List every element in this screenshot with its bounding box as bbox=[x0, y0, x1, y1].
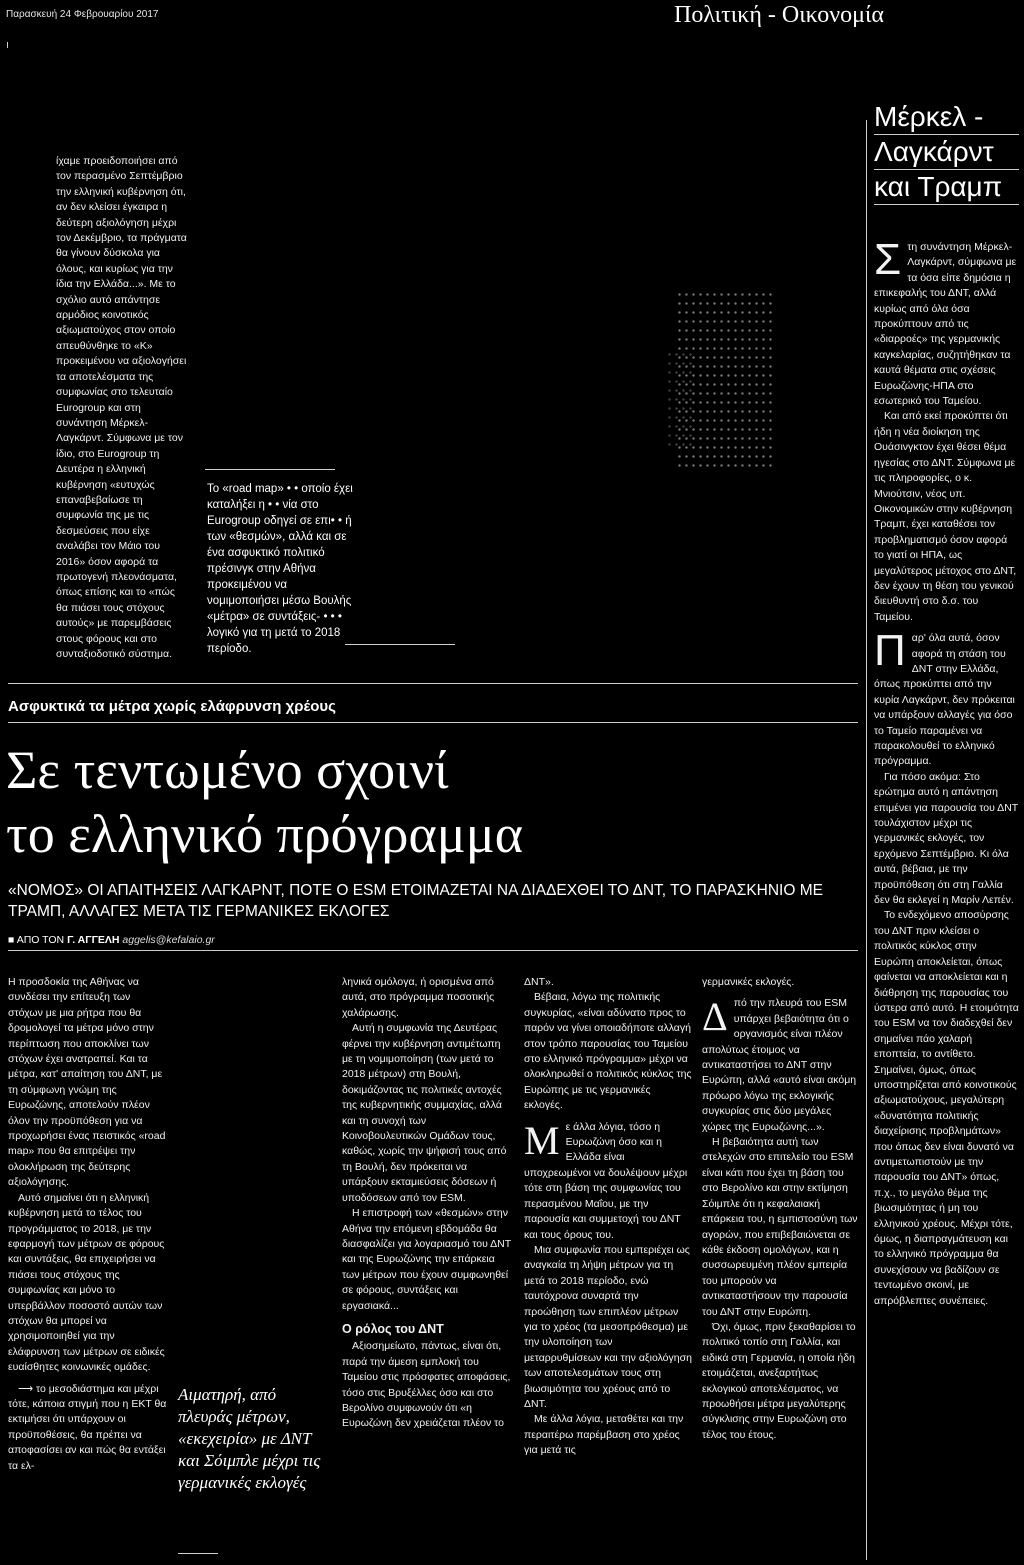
pull-quote: Αιματηρή, από πλευράς μέτρων, «εκεχειρία» με ΔΝΤ και Σόιμπλε μέχρι τις γερμανικές εκλογές bbox=[178, 1385, 321, 1492]
kicker-rule-top bbox=[8, 683, 858, 684]
sidebar-divider bbox=[866, 120, 867, 1560]
body-col4-para-3: Η βεβαιότητα αυτή των στελεχών στο επιτελείο του ESM είναι κάτι που έχει τη βάση του στο Βερολίνο και στην εκτίμηση Σόιμπλε ότι η κεφαλαιακή επάρκεια του, η εμπιστοσύνη των αγορών, που επιβεβαιώνεται σε κάθε έκδοση ομολόγων, και η συσσωρευμένη πλέον εμπειρία του μπορούν να αντικαταστήσουν την παρουσία του ΔΝΤ στην Ευρώπη. bbox=[702, 1136, 858, 1318]
byline bbox=[8, 934, 858, 951]
headline-line-1: Σε τεντωμένο σχοινί bbox=[6, 740, 449, 800]
sidebar-text bbox=[874, 240, 1019, 1560]
photo-caption: Το «road map» • • οποίο έχει καταλήξει η • • νία στο Eurogroup οδηγεί σε επι• • ή των «θεσμών», αλλά και σε ένα ασφυκτικό πολιτικό πρέσινγκ στην Αθήνα προκειμένου να νομιμοποιήσει μέσω Βουλής «μέτρα» σε συντάξεις- • • • λογικό για τη μετά το 2018 περίοδο. bbox=[207, 483, 353, 655]
body-col4-para-1: γερμανικές εκλογές. bbox=[702, 976, 795, 988]
sidebar-title-line-2: Λαγκάρντ bbox=[874, 135, 1019, 170]
sidebar-dropcap-1: Σ bbox=[874, 240, 902, 284]
header-tick bbox=[7, 42, 8, 48]
body-col3-para-3: Με άλλα λόγια, τόσο η Ευρωζώνη όσο και η Ελλάδα είναι υποχρεωμένοι να δουλέψουν μέχρι τότε στη βάση της συμφωνίας του περασμένου Μαΐου, με την παρουσία και συμμετοχή του ΔΝΤ και τους όρους του. bbox=[524, 1117, 688, 1241]
body-col4-para-2: Δπό την πλευρά του ESM υπάρχει βεβαιότητα ότι ο οργανισμός είναι πλέον απολύτως έτοιμος να αντικαταστήσει το ΔΝΤ στην Ευρώπη, αλλά «αυτό είναι ακόμη πρόωρο λόγω της εκλογικής συγκυρίας στις δύο μεγάλες χώρες της Ευρωζώνης...». bbox=[702, 994, 857, 1133]
byline-author: Γ. ΑΓΓΕΛΗ bbox=[67, 934, 120, 946]
sidebar-dropcap-2: Π bbox=[874, 626, 906, 676]
body-col4-para-4: Όχι, όμως, πριν ξεκαθαρίσει το πολιτικό τοπίο στη Γαλλία, και ειδικά στη Γερμανία, η οποία ήδη ετοιμάζεται, ανεξαρτήτως εκλογικού αποτελέσματος, να προωθήσει μέτρα μεγαλύτερης σύγκλισης στην Ευρωζώνη στο τέλος του έτους. bbox=[702, 1320, 856, 1441]
headline-line-2: το ελληνικό πρόγραμμα bbox=[6, 804, 523, 864]
body-dropcap-d: Δ bbox=[702, 994, 728, 1040]
headline bbox=[6, 738, 861, 866]
arrow-icon: ⟶ bbox=[18, 1382, 36, 1395]
body-col2-para-2: Αυτή η συμφωνία της Δευτέρας φέρνει την κυβέρνηση αντιμέτωπη με τη νομιμοποίηση (των μετά το 2018 μέτρων) στη Βουλή, δοκιμάζοντας τις πολιτικές αντοχές της κυβερνητικής συμμαχίας, αλλά και τη συνοχή των Κοινοβουλευτικών Ομάδων τους, καθώς, χωρίς την ψήφισή τους από τη Βουλή, δεν πρόκειται να υπάρξουν εκταμιεύσεις δόσεων ή υποδόσεων από τον ESM. bbox=[342, 1022, 507, 1204]
pull-quote-rule bbox=[178, 1553, 218, 1554]
body-col3-para-2: Βέβαια, λόγω της πολιτικής συγκυρίας, «είναι αδύνατο προς το παρόν να γίνει οποιαδήποτε αλλαγή στον τρόπο παρουσίας του Ταμείου στο ελληνικό πρόγραμμα» μέχρι να ολοκληρωθεί ο πολιτικός κύκλος της Ευρώπης με τις γερμανικές εκλογές. bbox=[524, 991, 692, 1112]
sidebar-para-4: Για πόσο ακόμα: Στο ερώτημα αυτό η απάντηση επιμένει για παρουσία του ΔΝΤ τουλάχιστον μέχρι τις γερμανικές εκλογές, τον ερχόμενο Σεπτέμβριο. Κι όλα αυτά, βέβαια, με την προϋπόθεση ότι στη Γαλλία δεν θα εκλεγεί η Μαρίν Λεπέν. bbox=[874, 770, 1019, 907]
byline-prefix: ΑΠΟ ΤΟΝ bbox=[16, 934, 65, 946]
kicker: Ασφυκτικά τα μέτρα χωρίς ελάφρυνση χρέους bbox=[8, 698, 336, 715]
body-column-4 bbox=[702, 975, 858, 1565]
sidebar-para-2: Και από εκεί προκύπτει ότι ήδη η νέα διοίκηση της Ουάσινγκτον έχει θέσει θέμα ηγεσίας στο ΔΝΤ. Σύμφωνα με τις πληροφορίες, ο κ. Μνιούτσιν, νέος υπ. Οικονομικών στην κυβέρνηση Τραμπ, έχει καταθέσει τον προβληματισμό όσον αφορά το γιατί οι ΗΠΑ, ως μεγαλύτερος μέτοχος στο ΔΝΤ, δεν έχουν τη θέση του γενικού διευθυντή στο δ.σ. του Ταμείου. bbox=[874, 410, 1017, 623]
body-column-2 bbox=[342, 975, 512, 1565]
intro-column: ίχαμε προειδοποιήσει από τον περασμένο Σεπτέμβριο την ελληνική κυβέρνηση ότι, αν δεν κλείσει έγκαιρα η δεύτερη αξιολόγηση μέχρι τον Δεκέμβριο, τα πράγματα θα γίνουν δύσκολα για όλους, και κυρίως για την ίδια την Ελλάδα...». Με το σχόλιο αυτό απάντησε αρμόδιος κοινοτικός αξιωματούχος στον οποίο απευθύνθηκε το «Κ» προκειμένου να αξιολογήσει τα αποτελέσματα της συμφωνίας στο τελευταίο Eurogroup και στη συνάντηση Μέρκελ-Λαγκάρντ. Σύμφωνα με τον ίδιο, στο Eurogroup τη Δευτέρα η ελληνική κυβέρνηση «ευτυχώς επαναβεβαίωσε τη συμφωνία της με τις δεσμεύσεις που είχε αναλάβει τον Μάιο του 2016» όσον αφορά τα πρωτογενή πλεονάσματα, όπως επίσης και το «πώς θα πιάσει τους στόχους αυτούς» με παρεμβάσεις στους φόρους και στο συνταξιοδοτικό σύστημα. bbox=[56, 155, 187, 660]
sidebar-para-3: Παρ' όλα αυτά, όσον αφορά τη στάση του ΔΝΤ στην Ελλάδα, όπως προκύπτει από την κυρία Λαγκάρντ, δεν πρόκειται να υπάρξουν αλλαγές για όσο το Ταμείο παραμένει να παρακολουθεί το ελληνικό πρόγραμμα. bbox=[874, 626, 1015, 768]
body-column-1 bbox=[8, 975, 168, 1565]
subhead: «ΝΟΜΟΣ» ΟΙ ΑΠΑΙΤΗΣΕΙΣ ΛΑΓΚΑΡΝΤ, ΠΟΤΕ Ο ESM ΕΤΟΙΜΑΖΕΤΑΙ ΝΑ ΔΙΑΔΕΧΘΕΙ ΤΟ ΔΝΤ, ΤΟ ΠΑΡΑΣΚΗΝΙΟ ΜΕ ΤΡΑΜΠ, ΑΛΛΑΓΕΣ ΜΕΤΑ ΤΙΣ ΓΕΡΜΑΝΙΚΕΣ ΕΚΛΟΓΕΣ bbox=[8, 882, 823, 920]
body-col2-para-4: Αξιοσημείωτο, πάντως, είναι ότι, παρά την άμεση εμπλοκή του Ταμείου στις πρόσφατες αποφάσεις, τόσο στις Βρυξέλλες όσο και στο Βερολίνο συμφωνούν ότι «η Ευρωζώνη δεν χρειάζεται πλέον το bbox=[342, 1340, 511, 1430]
byline-email: aggelis@kefalaio.gr bbox=[122, 934, 215, 946]
body-col3-para-5: Με άλλα λόγια, μεταθέτει και την περαιτέρω παρέμβαση στο χρέος για μετά τις bbox=[524, 1413, 684, 1457]
section-title: Πολιτική - Οικονομία bbox=[674, 2, 884, 28]
photo-speckles-left bbox=[666, 350, 696, 450]
sidebar-title-line-3: και Τραμπ bbox=[874, 170, 1019, 205]
sidebar-para-5: Το ενδεχόμενο αποσύρσης του ΔΝΤ πριν κλείσει ο πολιτικός κύκλος στην Ευρώπη αποκλείεται, όπως φαίνεται να αποκλείεται και η διάθρηση της παρουσίας του ύστερα από αυτό. Η ετοιμότητα του ESM να τον διαδεχθεί δεν σημαίνει πάο χαλαρή εποπτεία, το αντίθετο. Σημαίνει, όμως, όπως υποστηρίζεται από κοινοτικούς αξιωματούχους, μεγαλύτερη «δυνατότητα πολιτικής διαχείρισης προβλημάτων» που όπως δεν είναι δυνατό να αντιμετωπιστούν με την παρουσία του ΔΝΤ» όπως, π.χ., το μεγάλο θέμα της βιωσιμότητας ή μη του ελληνικού χρέους. Μέχρι τότε, όμως, η διαπραγμάτευση και το ελληνικό πρόγραμμα θα συνεχίσουν να βαδίζουν σε τεντωμένο σκοινί, με απρόβλεπτες συνέπειες. bbox=[874, 909, 1019, 1307]
body-col2-para-1: ληνικά ομόλογα, ή ορισμένα από αυτά, στο πρόγραμμα ποσοτικής χαλάρωσης. bbox=[342, 976, 495, 1019]
body-col2-para-3: Η επιστροφή των «θεσμών» στην Αθήνα την επόμενη εβδομάδα θα διασφαλίζει για λογαριασμό του ΔΝΤ και της Ευρωζώνης την επάρκεια των μέτρων που έχουν συμφωνηθεί σε φόρους, συντάξεις και εργασιακά... bbox=[342, 1207, 511, 1312]
body-dropcap-m: Μ bbox=[524, 1117, 560, 1163]
kicker-rule-bottom bbox=[8, 722, 858, 723]
byline-marker-icon: ■ bbox=[8, 934, 15, 946]
body-column-3 bbox=[524, 975, 692, 1565]
caption-rule-bottom bbox=[345, 644, 455, 645]
body-col1-para-2: Αυτό σημαίνει ότι η ελληνική κυβέρνηση μετά το τέλος του προγράμματος το 2018, με την εφαρμογή των μέτρων σε φόρους και συντάξεις, θα επιχειρήσει να πιάσει τους στόχους της συμφωνίας και μόνο το υπερβάλλον ποσοστό αυτών των στόχων θα μπορεί να χρησιμοποιηθεί για την ελάφρυνση των μέτρων σε ειδικές ευαίσθητες κοινωνικές ομάδες. bbox=[8, 1191, 165, 1374]
body-col1-para-1: Η προσδοκία της Αθήνας να συνδέσει την επίτευξη των στόχων με μια ρήτρα που θα δρομολογεί τα μέτρα μόνο στην περίπτωση που αποκλίνει των στόχων έχει ανατραπεί. Και τα μέτρα, κατ' απαίτηση του ΔΝΤ, με τη σύμφωνη γνώμη της Ευρωζώνης, αποτελούν πλέον όλον την προϋπόθεση για να προχωρήσει ένας πειστικός «road map» που θα επιτρέψει την ολοκλήρωση της δεύτερης αξιολόγησης. bbox=[8, 976, 166, 1189]
sidebar-title-line-1: Μέρκελ - bbox=[874, 100, 1019, 135]
sidebar-title bbox=[874, 100, 1019, 205]
issue-date: Παρασκευή 24 Φεβρουαρίου 2017 bbox=[6, 9, 159, 20]
body-col2-subhead: Ο ρόλος του ΔΝΤ bbox=[342, 1321, 444, 1336]
body-col3-para-4: Μια συμφωνία που εμπεριέχει ως αναγκαία τη λήψη μέτρων για τη μετά το 2018 περίοδο, ενώ ταυτόχρονα συναρτά την προώθηση των επιπλέον μέτρων για το χρέος (τα μεσοπρόθεσμα) με την υλοποίηση των μεταρρυθμίσεων και την αξιολόγηση των αποτελεσμάτων τους στη βιωσιμότητα του χρέους από το ΔΝΤ. bbox=[524, 1243, 692, 1410]
caption-rule-top bbox=[205, 469, 335, 470]
body-col1-para-3: ⟶ το μεσοδιάστημα και μέχρι τότε, κάποια στιγμή που η ΕΚΤ θα εκτιμήσει ότι υπάρχουν οι προϋποθέσεις, θα πρέπει να αποφασίσει αν και πώς θα εντάξει τα ελ- bbox=[8, 1382, 167, 1472]
body-col3-para-1: ΔΝΤ». bbox=[524, 976, 554, 988]
sidebar-para-1: Στη συνάντηση Μέρκελ-Λαγκάρντ, σύμφωνα με τα όσα είπε δημόσια η επικεφαλής του ΔΝΤ, αλλά κυρίως από όλα όσα προκύπτουν από τις «διαρροές» της γερμανικής καγκελαρίας, συζητήθηκαν τα καυτά θέματα στις σχέσεις Ευρωζώνης-ΗΠΑ στο εσωτερικό του Ταμείου. bbox=[874, 240, 1017, 408]
